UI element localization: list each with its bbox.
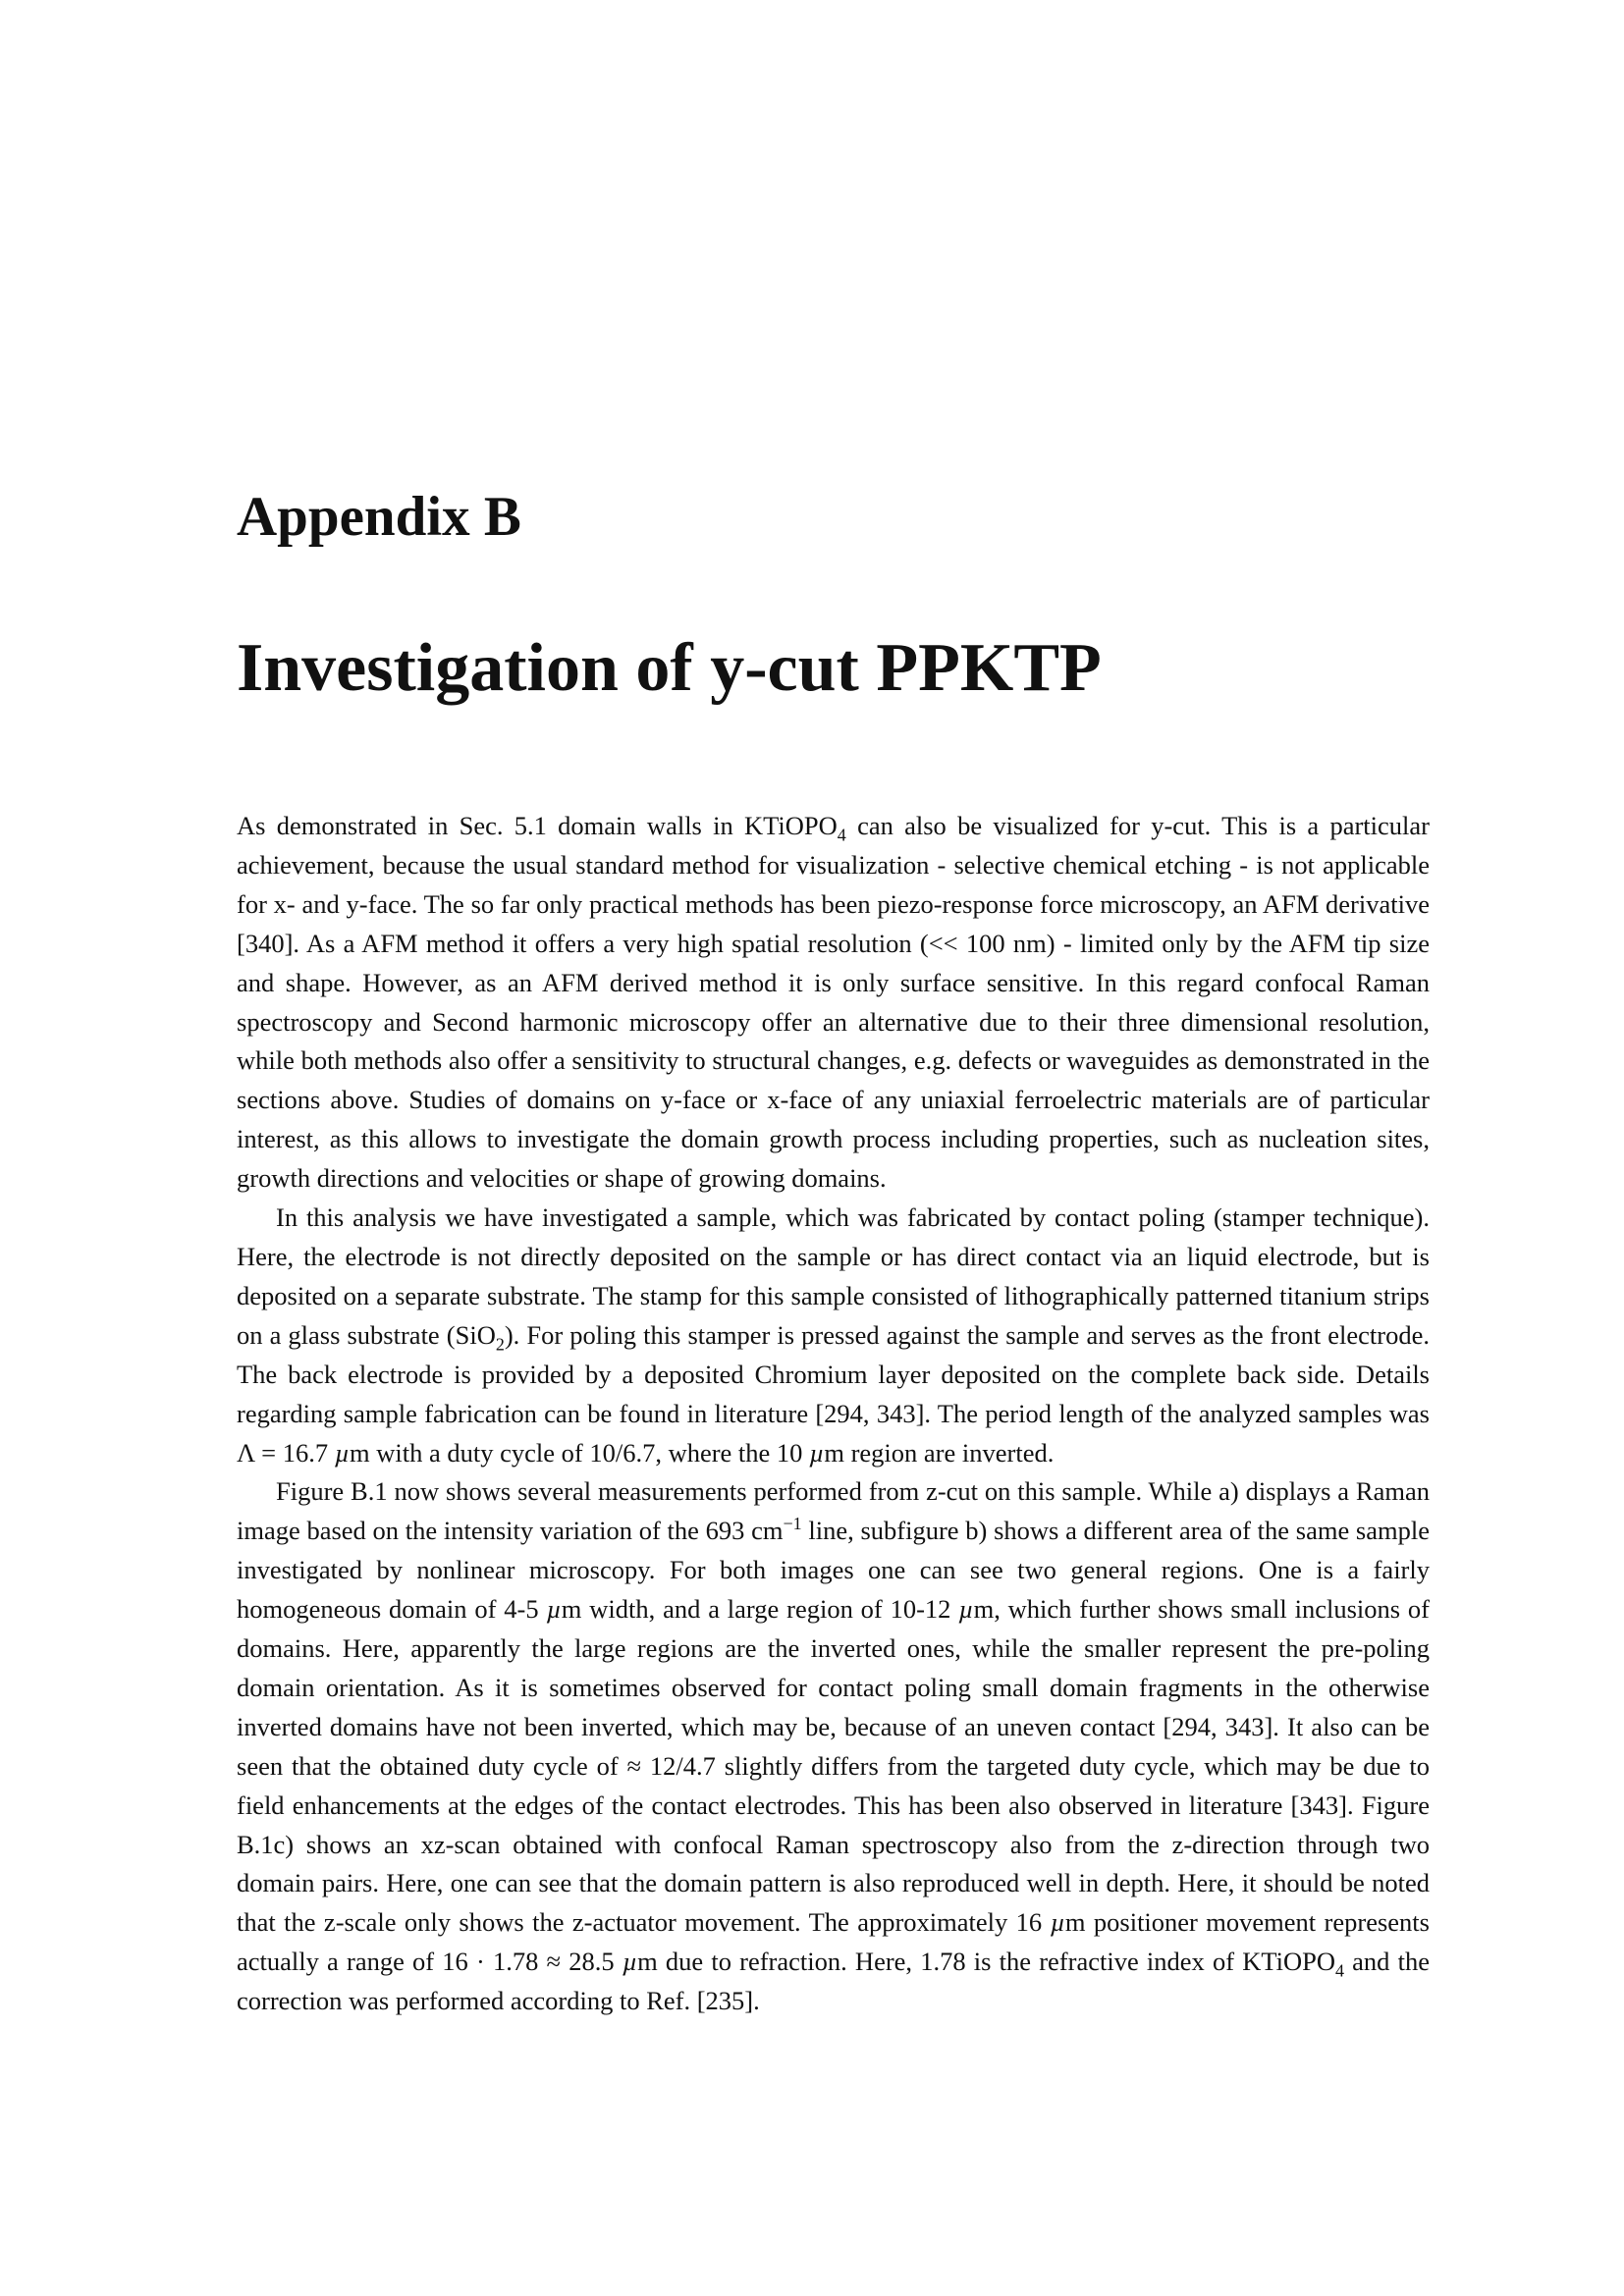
text-run: ). For poling this stamper is pressed against the sample and serves as the front electrode. The back electrode is provided by a deposited Chromium layer deposited on the complete back side. Details regarding sample fabrication can be found in literature [294, 343]. The period length of the analyzed samples was Λ = 16.7	[237, 1319, 1430, 1468]
subscript: 4	[837, 825, 846, 845]
text-run: can also be visualized for y-cut. This is a particular achievement, because the usual standard method for visualization - selective chemical etching - is not applicable for x- and y-face. The so far only practical methods has been piezo-response force microscopy, an AFM derivative [340]. As a AFM method it offers a very high spatial resolution (<< 100 nm) - limited only by the AFM tip size and shape. However, as an AFM derived method it is only surface sensitive. In this regard confocal Raman spectroscopy and Second harmonic microscopy offer an alternative due to their three dimensional resolution, while both methods also offer a sensitivity to structural changes, e.g. defects or waveguides as demonstrated in the sections above. Studies of domains on y-face or x-face of any uniaxial ferroelectric materials are of particular interest, as this allows to investigate the domain growth process including properties, such as nucleation sites, growth directions and velocities or shape of growing domains.	[237, 811, 1430, 1194]
body-text	[237, 807, 1430, 2021]
text-run: In this analysis we have investigated a sample, which was fabricated by contact poling (stamper technique). Here, the electrode is not directly deposited on the sample or has direct contact via an liquid electrode, but is deposited on a separate substrate. The stamp for this sample consisted of lithographically patterned titanium strips on a glass substrate (SiO	[237, 1202, 1430, 1350]
paragraph-3	[237, 1472, 1430, 2021]
text-run: m due to refraction. Here, 1.78 is the refractive index of KTiOPO	[637, 1947, 1335, 1977]
text-run: m positioner movement represents actually a range of 16 · 1.78 ≈ 28.5	[237, 1907, 1430, 1977]
subscript: 2	[495, 1334, 505, 1355]
mu-symbol: µ	[1050, 1907, 1065, 1938]
text-run: m with a duty cycle of 10/6.7, where the 10	[350, 1437, 810, 1468]
superscript: −1	[783, 1514, 802, 1534]
paragraph-2	[237, 1199, 1430, 1472]
mu-symbol: µ	[958, 1594, 974, 1625]
text-run: m width, and a large region of 10-12	[561, 1594, 959, 1625]
text-run: m region are inverted.	[824, 1437, 1055, 1468]
chapter-title: Investigation of y-cut PPKTP	[237, 630, 1102, 706]
mu-symbol: µ	[334, 1437, 351, 1468]
mu-symbol: µ	[622, 1947, 638, 1977]
text-run: and the correction was performed according to Ref. [235].	[237, 1947, 1430, 2016]
text-run: line, subfigure b) shows a different area of the same sample investigated by nonlinear microscopy. For both images one can see two general regions. One is a fairly homogeneous domain of 4-5	[237, 1516, 1430, 1625]
text-run: Figure B.1 now shows several measurements performed from z-cut on this sample. While a) displays a Raman image based on the intensity variation of the 693 cm	[237, 1476, 1430, 1546]
subscript: 4	[1334, 1960, 1344, 1981]
mu-symbol: µ	[546, 1594, 562, 1625]
mu-symbol: µ	[809, 1437, 825, 1468]
text-run: m, which further shows small inclusions of domains. Here, apparently the large regions are the inverted ones, while the smaller represent the pre-poling domain orientation. As it is sometimes observed for contact poling small domain fragments in the otherwise inverted domains have not been inverted, which may be, because of an uneven contact [294, 343]. It also can be seen that the obtained duty cycle of ≈ 12/4.7 slightly differs from the targeted duty cycle, which may be due to field enhancements at the edges of the contact electrodes. This has been also observed in literature [343]. Figure B.1c) shows an xz-scan obtained with confocal Raman spectroscopy also from the z-direction through two domain pairs. Here, one can see that the domain pattern is also reproduced well in depth. Here, it should be noted that the z-scale only shows the z-actuator movement. The approximately 16	[237, 1594, 1431, 1938]
paragraph-1	[237, 807, 1430, 1199]
appendix-label: Appendix B	[237, 486, 521, 548]
text-run: As demonstrated in Sec. 5.1 domain walls in KTiOPO	[237, 811, 838, 840]
